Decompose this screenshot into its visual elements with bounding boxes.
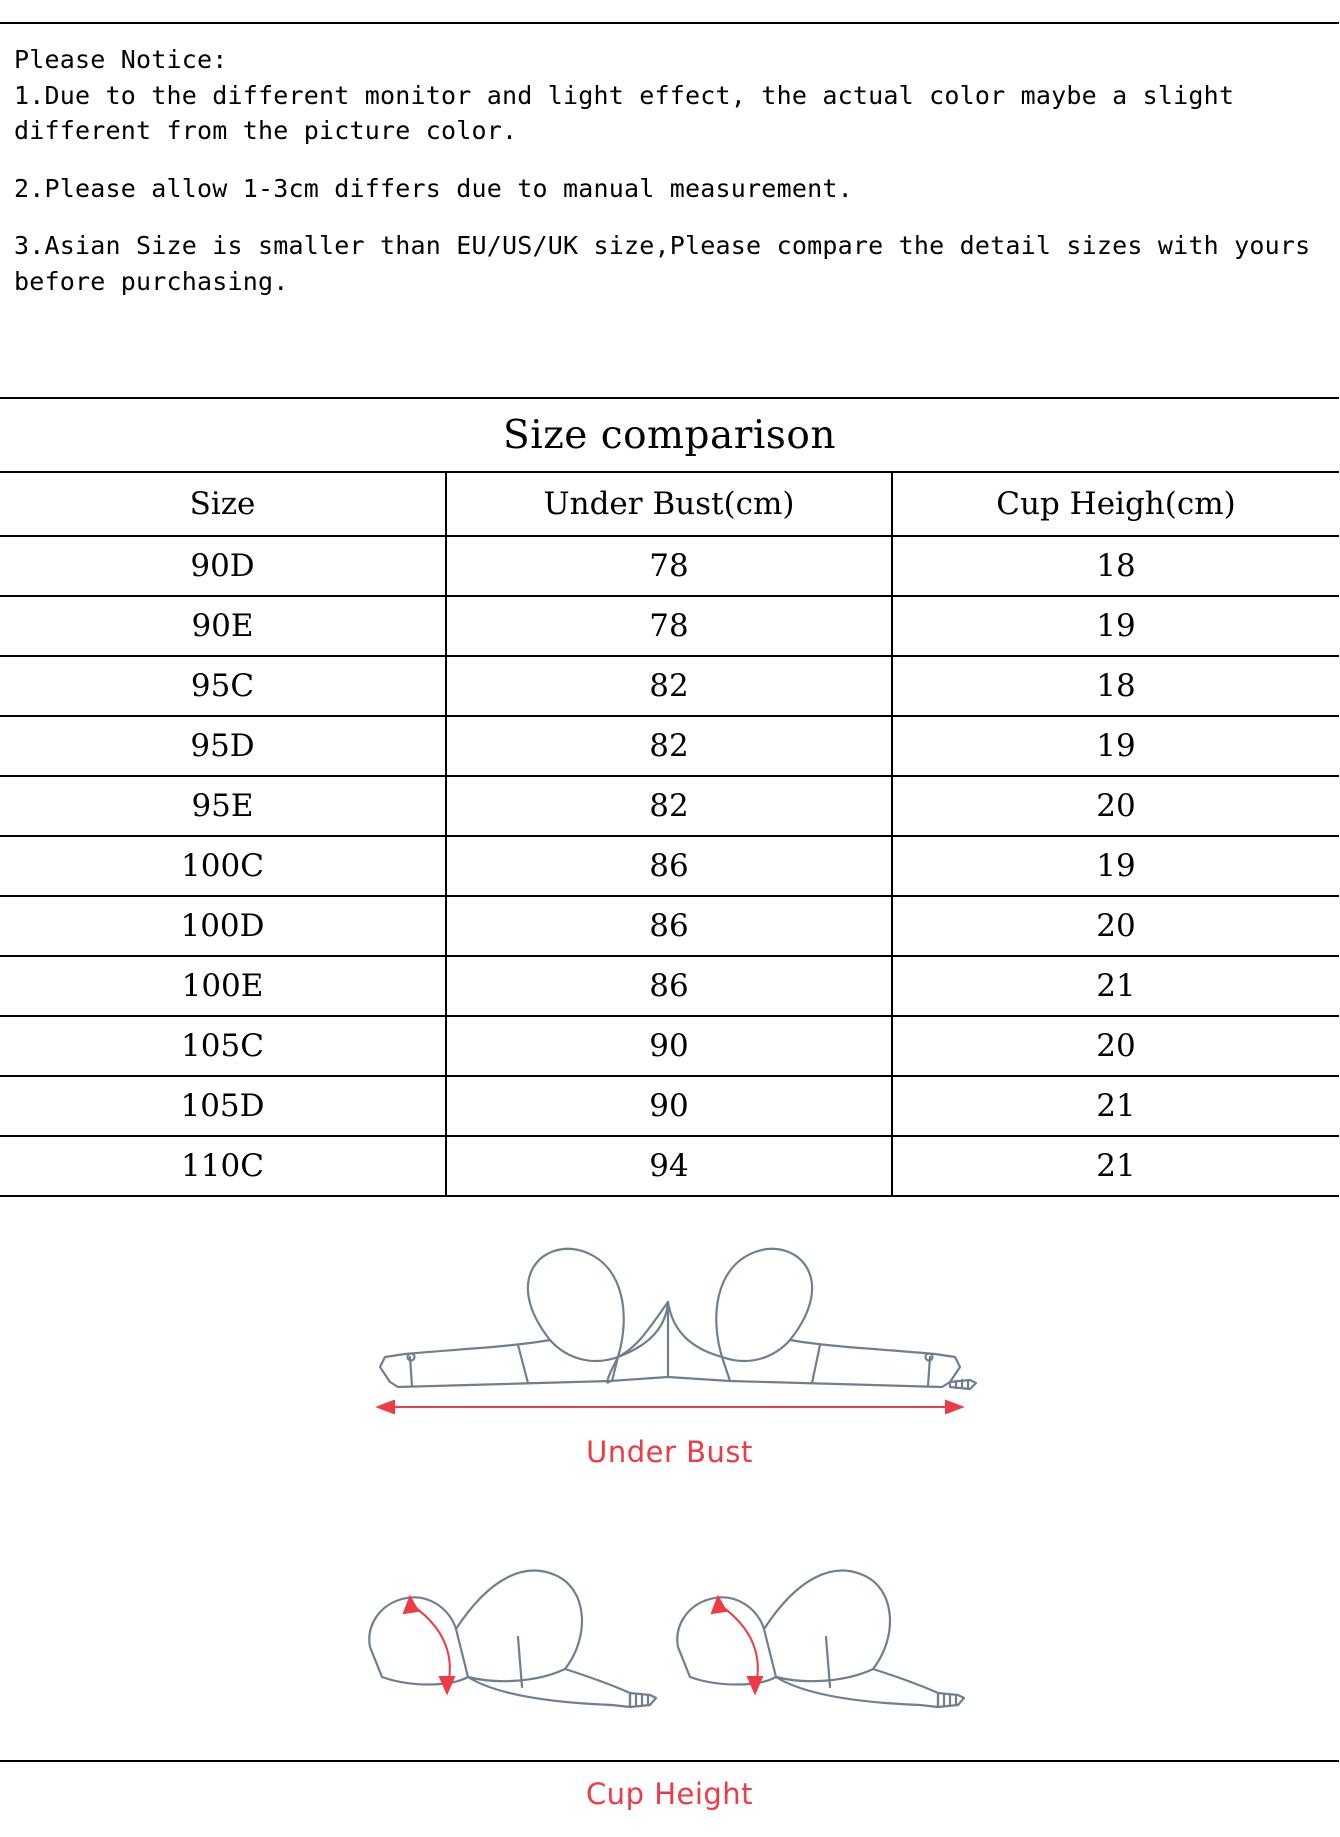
table-row (0, 776, 1339, 836)
table-row (0, 716, 1339, 776)
under-bust-caption: Under Bust (586, 1435, 753, 1469)
notice-heading: Please Notice: (14, 45, 228, 74)
cell-cup-height: 20 (892, 776, 1339, 836)
cell-size: 110C (0, 1136, 446, 1196)
cell-under-bust: 82 (446, 656, 892, 716)
cell-size: 100C (0, 836, 446, 896)
table-row (0, 1136, 1339, 1196)
size-comparison-title: Size comparison (503, 412, 836, 458)
cell-under-bust: 86 (446, 896, 892, 956)
cell-under-bust: 94 (446, 1136, 892, 1196)
notice-line-1: 1.Due to the different monitor and light effect, the actual color maybe a slight different from the picture color. (14, 80, 1235, 145)
cell-cup-height: 21 (892, 1136, 1339, 1196)
cell-cup-height: 18 (892, 536, 1339, 596)
notice-heading-block (14, 42, 1325, 149)
table-row (0, 656, 1339, 716)
notice-line-2: 2.Please allow 1-3cm differs due to manual measurement. (14, 173, 853, 203)
column-header-cup-height: Cup Heigh(cm) (892, 473, 1339, 536)
table-row (0, 1076, 1339, 1136)
cell-cup-height: 20 (892, 1016, 1339, 1076)
cell-cup-height: 19 (892, 836, 1339, 896)
cell-size: 95D (0, 716, 446, 776)
cell-size: 105D (0, 1076, 446, 1136)
table-row (0, 836, 1339, 896)
bra-front-illustration (350, 1207, 990, 1427)
table-row (0, 956, 1339, 1016)
table-row (0, 1016, 1339, 1076)
cup-height-caption: Cup Height (585, 1777, 754, 1811)
table-row (0, 596, 1339, 656)
cell-size: 95C (0, 656, 446, 716)
cell-cup-height: 20 (892, 896, 1339, 956)
cell-under-bust: 86 (446, 956, 892, 1016)
cell-cup-height: 18 (892, 656, 1339, 716)
column-header-size: Size (0, 473, 446, 536)
cell-under-bust: 90 (446, 1076, 892, 1136)
size-comparison-table (0, 473, 1339, 1197)
cell-under-bust: 86 (446, 836, 892, 896)
cell-size: 100D (0, 896, 446, 956)
cell-cup-height: 21 (892, 1076, 1339, 1136)
cell-under-bust: 90 (446, 1016, 892, 1076)
cell-size: 90D (0, 536, 446, 596)
cell-size: 90E (0, 596, 446, 656)
column-header-under-bust: Under Bust(cm) (446, 473, 892, 536)
table-row (0, 536, 1339, 596)
notice-line-3: 3.Asian Size is smaller than EU/US/UK size,Please compare the detail sizes with yours before purchasing. (14, 231, 1311, 296)
cup-height-diagram (0, 1517, 1339, 1751)
table-row (0, 896, 1339, 956)
cell-under-bust: 78 (446, 596, 892, 656)
cell-size: 105C (0, 1016, 446, 1076)
cell-size: 95E (0, 776, 446, 836)
measurement-diagrams (0, 1197, 1339, 1837)
cell-under-bust: 82 (446, 716, 892, 776)
table-header-row (0, 473, 1339, 536)
cell-under-bust: 82 (446, 776, 892, 836)
cell-under-bust: 78 (446, 536, 892, 596)
cell-size: 100E (0, 956, 446, 1016)
bra-side-illustrations (350, 1517, 990, 1747)
under-bust-diagram (0, 1207, 1339, 1431)
notice-section (0, 24, 1339, 399)
size-chart-sheet (0, 22, 1339, 1811)
cell-cup-height: 19 (892, 716, 1339, 776)
cell-cup-height: 21 (892, 956, 1339, 1016)
cell-cup-height: 19 (892, 596, 1339, 656)
size-comparison-title-row (0, 399, 1339, 473)
